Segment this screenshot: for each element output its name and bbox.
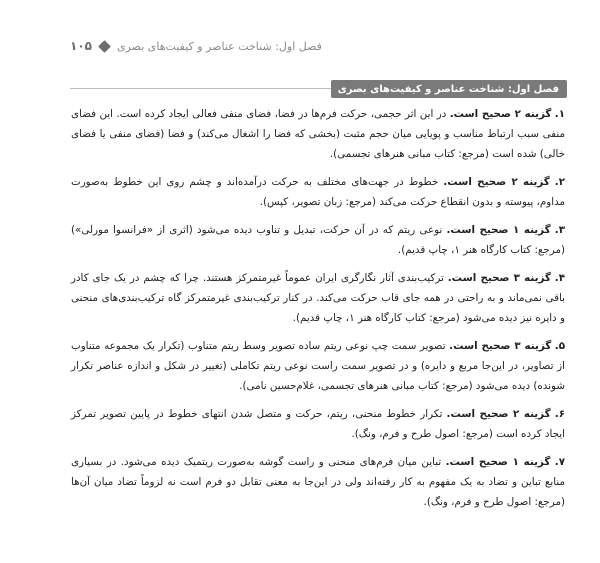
answer-explanation: ترکیب‌بندی آثار نگارگری ایران عموماً غیرمتمرکز هستند. چرا که چشم در یک جای کادر باقی نمی‌ماند و به راحتی در همه جای قاب حرکت می‌کند. در کنار ترکیب‌بندی غیرمتمرکز گاه ترکیب‌بندی‌های منحنی و دایره نیز دیده می‌شود (مرجع: کتاب کارگاه هنر ۱، چاپ قدیم). [71,272,565,324]
diamond-separator-icon [98,40,111,53]
answer-explanation: تباین میان فرم‌های منحنی و راست گوشه به‌صورت ریتمیک دیده می‌شود. در بسیاری منابع تباین و تضاد به یک مفهوم به کار رفته‌اند ولی در این‌جا به معنی تقابل دو فرم است نه لزوماً تضاد میان آن‌ها (مرجع: اصول طرح و فرم، ونگ). [71,456,565,508]
answer-key: گزینه ۲ صحیح است. [449,108,552,120]
answer-number: ۵. [554,340,565,352]
answer-item [71,404,565,444]
answer-list [71,104,565,520]
answer-number: ۳. [554,224,565,236]
answer-key: گزینه ۳ صحیح است. [447,272,551,284]
answer-item [71,336,565,396]
answer-item [71,220,565,260]
answer-item [71,268,565,328]
answer-item [71,452,565,512]
answer-number: ۱. [554,108,565,120]
answer-number: ۲. [554,176,565,188]
running-header [70,36,530,56]
answer-explanation: در این اثر حجمی، حرکت فرم‌ها در فضا، فضای منفی فعالی ایجاد کرده است. این فضای منفی سبب ارتباط مناسب و پویایی میان حجم مثبت (بخشی که فضا را اشغال می‌کند) و فضا (فضای منفی یا فضای خالی) شده است (مرجع: کتاب مبانی هنرهای تجسمی). [71,108,565,160]
answer-key: گزینه ۱ صحیح است. [446,224,551,236]
section-title [331,80,567,98]
answer-key: گزینه ۲ صحیح است. [443,176,550,188]
answer-number: ۴. [554,272,565,284]
answer-explanation: تکرار خطوط منحنی، ریتم، حرکت و متصل شدن انتهای خطوط در پایین تصویر تمرکز ایجاد کرده است (مرجع: اصول طرح و فرم، ونگ). [71,408,565,440]
page-number: ۱۰۵ [70,39,92,53]
answer-item [71,104,565,164]
answer-key: گزینه ۳ صحیح است. [449,340,552,352]
answer-key: گزینه ۲ صحیح است. [446,408,551,420]
answer-explanation: خطوط در جهت‌های مختلف به حرکت درآمده‌اند و چشم روی این خطوط به‌صورت مداوم، پیوسته و بدون انقطاع حرکت می‌کند (مرجع: زبان تصویر، کپس). [71,176,565,208]
section-title-text: فصل اول: شناخت عناصر و کیفیت‌های بصری [337,83,559,95]
answer-explanation: نوعی ریتم که در آن حرکت، تبدیل و تناوب دیده می‌شود (اثری از «فرانسوا مورلی») (مرجع: کتاب کارگاه هنر ۱، چاپ قدیم). [71,224,565,256]
answer-key: گزینه ۱ صحیح است. [445,456,551,468]
section-rule [70,88,332,89]
running-header-chapter-title: فصل اول: شناخت عناصر و کیفیت‌های بصری [116,39,322,53]
answer-number: ۷. [554,456,565,468]
answer-item [71,172,565,212]
answer-explanation: تصویر سمت چپ نوعی ریتم ساده تصویر وسط ریتم متناوب (تکرار یک مجموعه متناوب از تصاویر، در این‌جا مربع و دایره) و در تصویر سمت راست نوعی ریتم تکاملی (تغییر در شکل و اندازه عناصر تکرار شونده) دیده می‌شود (مرجع: کتاب مبانی هنرهای تجسمی، غلام‌حسین نامی). [71,340,565,392]
answer-number: ۶. [554,408,565,420]
